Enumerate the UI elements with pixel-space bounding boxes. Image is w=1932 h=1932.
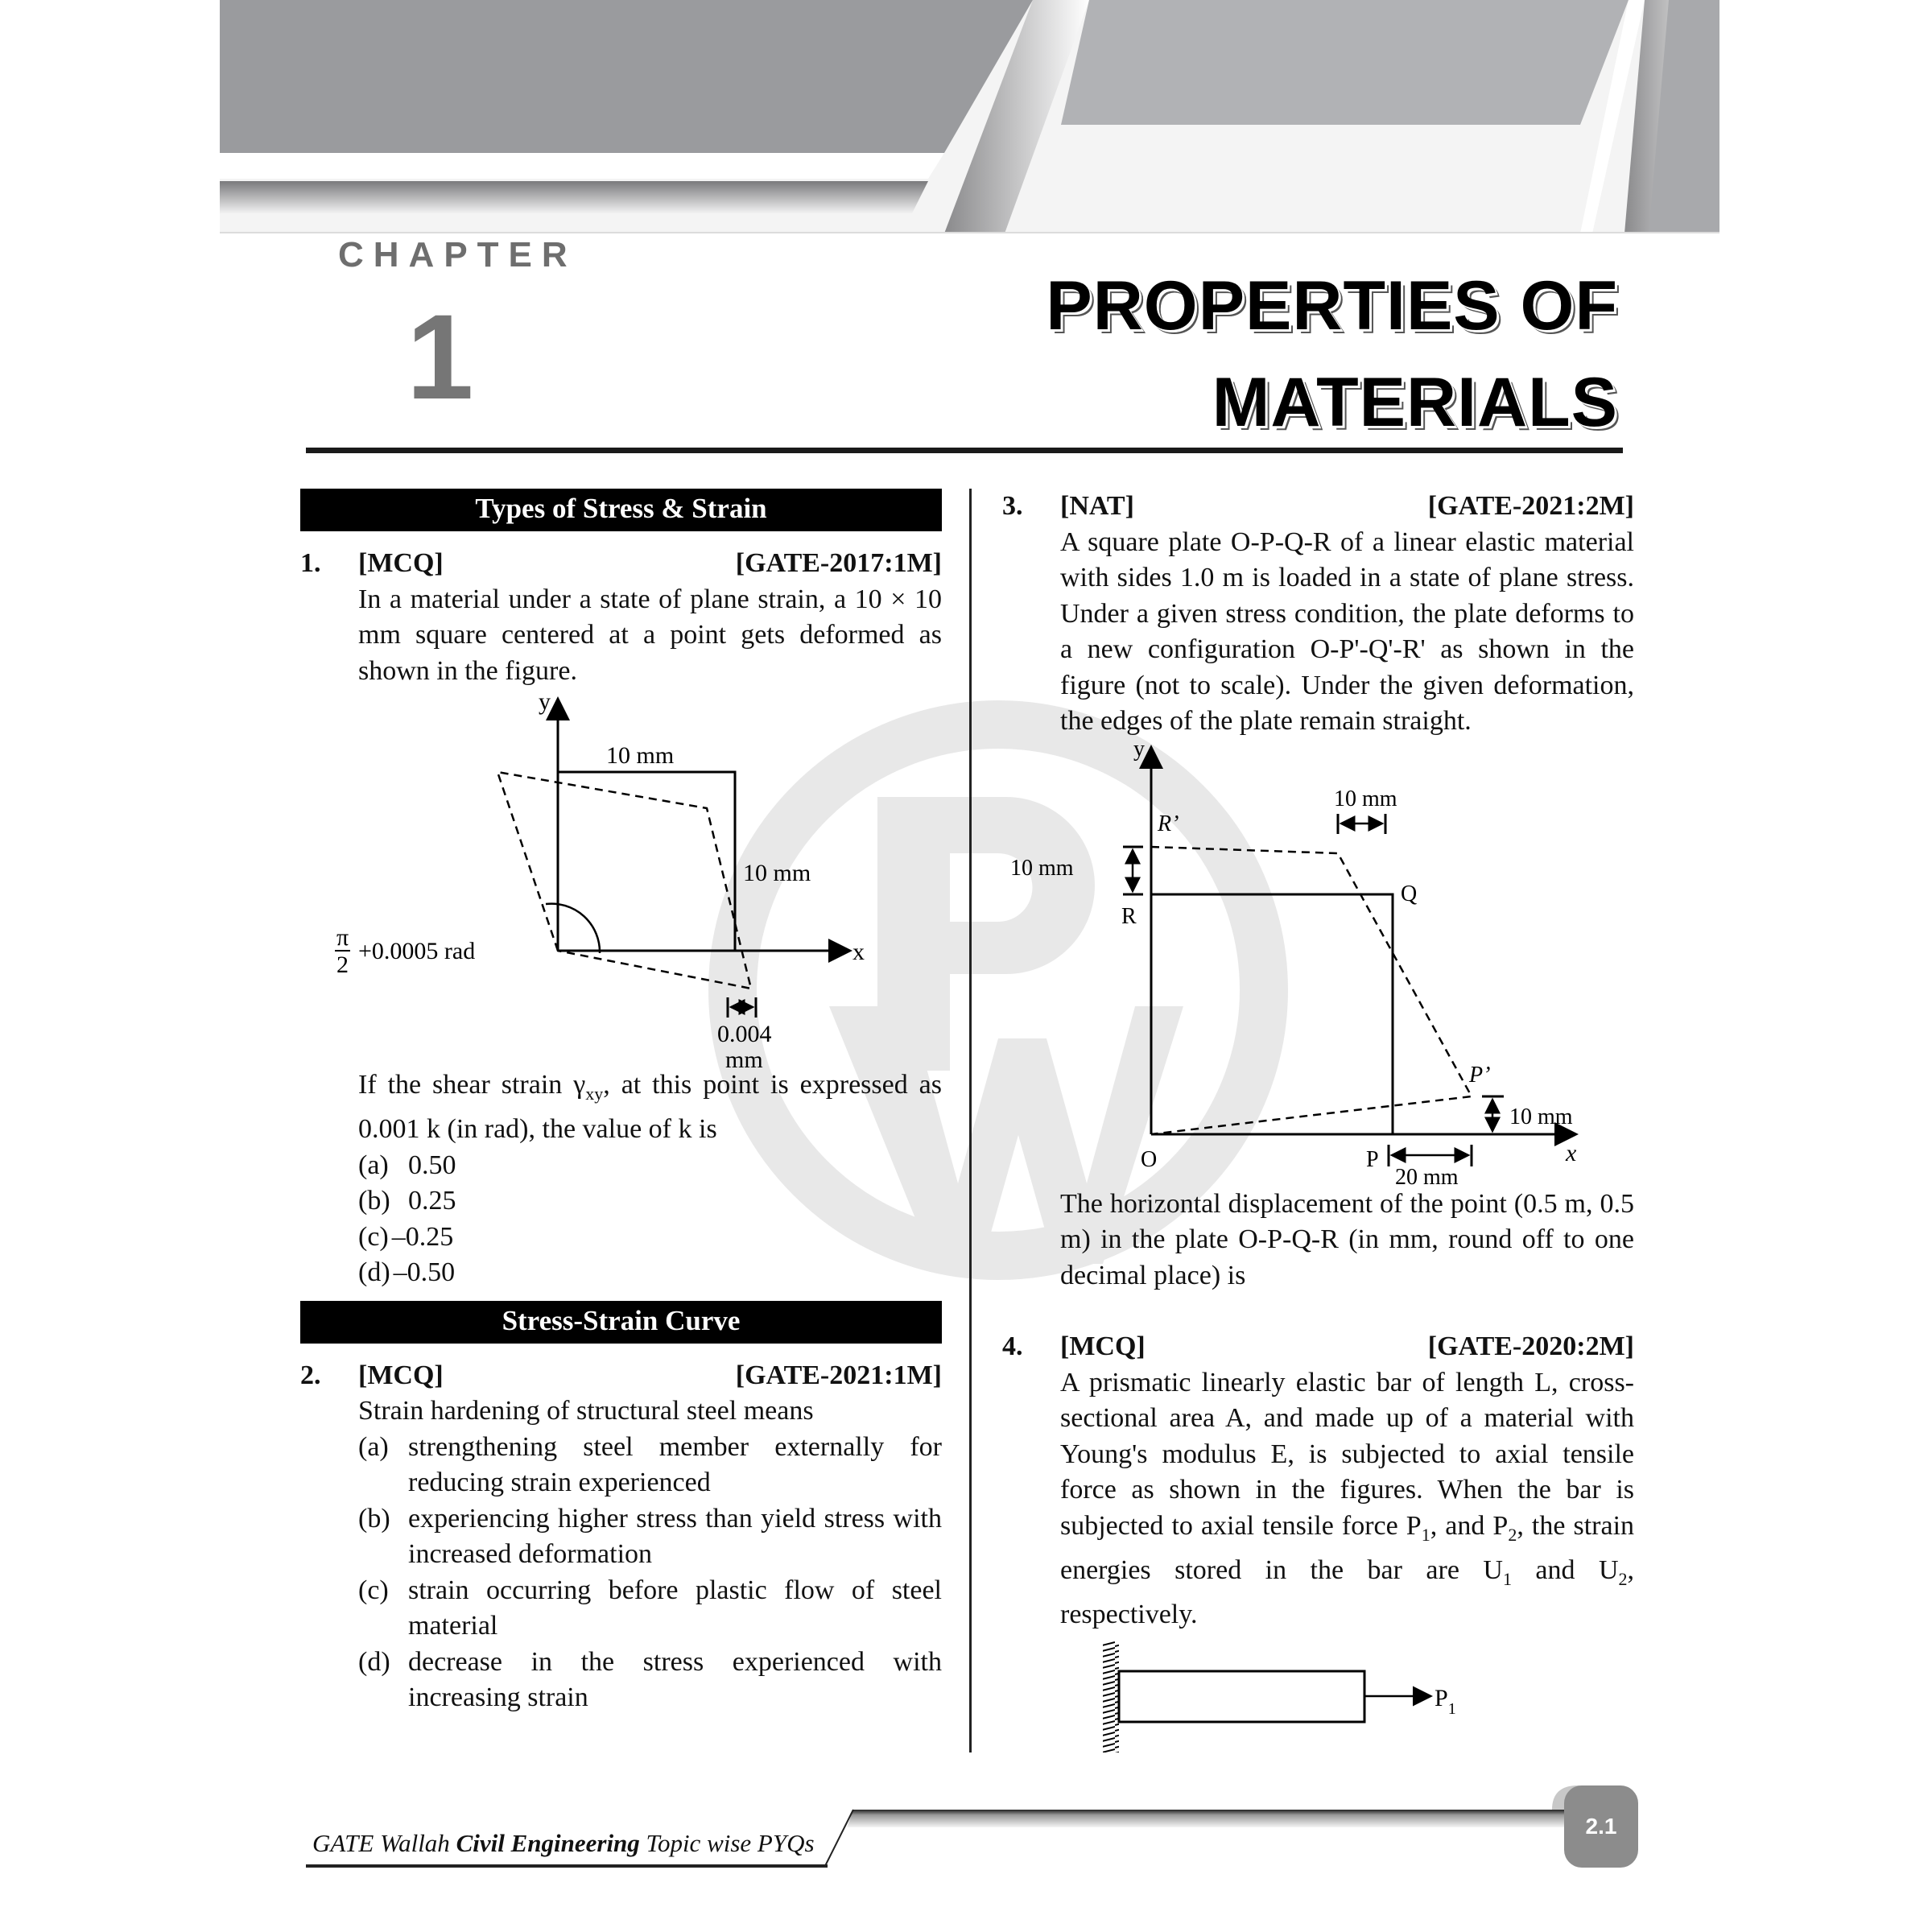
option-d[interactable]: (d) decrease in the stress experienced with increasing strain: [358, 1646, 942, 1713]
left-column: [300, 489, 942, 1716]
question-header: [300, 1358, 942, 1394]
question-header: [1002, 489, 1634, 525]
q1-deformation-figure: [300, 689, 942, 1067]
q1-top-dimension: 10 mm: [606, 742, 675, 769]
option-a[interactable]: (a) 0.50: [358, 1150, 456, 1180]
question-type: [NAT]: [1060, 491, 1134, 521]
chapter-title: [1046, 258, 1618, 451]
question-stem: A prismatic linearly elastic bar of length L, cross-sectional area A, and made up of a material with Young's modulus E, is subjected to axial tensile force as shown in the figures. When the bar is subjected to axial tensile force $P_1$, and $P_2$, the strain energies stored in the bar are $U_1$ and $U_2$, respectively.: [1060, 1367, 1635, 1630]
question-type: [MCQ]: [358, 548, 444, 578]
q4-bar-figure: [1002, 1641, 1634, 1754]
q3-plate-deformation-figure: [1002, 740, 1634, 1187]
question-4: [1002, 1329, 1634, 1754]
q1-angle-pi: π: [336, 924, 349, 951]
question-3: [1002, 489, 1634, 1294]
q1-angle-2: 2: [336, 952, 349, 978]
question-tag: [GATE-2020:2M]: [1427, 1331, 1634, 1361]
q4-force-label: $P_1$: [1435, 1684, 1456, 1718]
q1-disp-unit: mm: [725, 1046, 763, 1067]
option-c[interactable]: (c) strain occurring before plastic flow of steel material: [358, 1575, 942, 1641]
q3-label-Q: Q: [1401, 881, 1418, 906]
question-number: 4.: [1002, 1331, 1023, 1361]
q1-disp-value: 0.004: [717, 1021, 772, 1047]
q3-label-R-prime: R’: [1158, 811, 1179, 836]
q1-y-axis-label: y: [539, 689, 551, 715]
question-type: [MCQ]: [358, 1360, 444, 1390]
section-header-types-of-stress: Types of Stress & Strain: [300, 489, 942, 531]
question-stem-2: If the shear strain $\gamma_{xy}$, at this point is expressed as 0.001 k (in rad), the value of k is: [358, 1070, 942, 1145]
question-number: 2.: [300, 1360, 321, 1390]
q3-x-axis-label: x: [1566, 1139, 1577, 1166]
q3-dim-top: 10 mm: [1334, 786, 1397, 811]
question-header: [300, 546, 942, 582]
option-c[interactable]: (c) –0.25: [358, 1221, 454, 1252]
section-header-stress-strain-curve: Stress-Strain Curve: [300, 1301, 942, 1344]
q3-y-axis-label: y: [1133, 739, 1145, 762]
option-b[interactable]: (b) experiencing higher stress than yield stress with increased deformation: [358, 1503, 942, 1570]
option-d[interactable]: (d) –0.50: [358, 1257, 456, 1288]
question-number: 3.: [1002, 491, 1023, 521]
chapter-label: CHAPTER: [338, 235, 577, 275]
page-number-badge: 2.1: [1564, 1785, 1638, 1868]
question-2: [300, 1358, 942, 1716]
q3-label-P: P: [1366, 1146, 1379, 1172]
chapter-number: 1: [407, 289, 474, 424]
q1-side-dimension: 10 mm: [743, 860, 811, 886]
chapter-rule: [306, 448, 1623, 453]
option-a[interactable]: (a) strengthening steel member externally for reducing strain experienced: [358, 1431, 942, 1498]
fixed-support-hatch: [1103, 1641, 1119, 1752]
header-banner: [220, 0, 1719, 233]
q3-label-R: R: [1121, 903, 1137, 929]
bar: [1119, 1671, 1364, 1722]
q3-label-O: O: [1141, 1146, 1158, 1172]
chapter-title-line2: MATERIALS: [1212, 364, 1618, 441]
q3-dim-bottom: 20 mm: [1395, 1164, 1459, 1187]
q1-angle-label: +0.0005 rad: [358, 938, 476, 964]
question-stem: In a material under a state of plane strain, a 10 × 10 mm square centered at a point gets deformed as shown in the figure.: [358, 584, 942, 686]
column-divider: [969, 489, 972, 1752]
question-tag: [GATE-2017:1M]: [735, 548, 942, 578]
question-prompt: The horizontal displacement of the point (0.5 m, 0.5 m) in the plate O-P-Q-R (in mm, round off to one decimal place) is: [1060, 1188, 1634, 1290]
q3-label-P-prime: P’: [1469, 1062, 1491, 1088]
question-type: [MCQ]: [1060, 1331, 1146, 1361]
question-header: [1002, 1329, 1634, 1365]
footer-book-title: GATE Wallah Civil Engineering Topic wise PYQs: [312, 1829, 815, 1857]
question-tag: [GATE-2021:2M]: [1427, 491, 1634, 521]
q3-dim-left: 10 mm: [1010, 855, 1074, 881]
q3-dim-right: 10 mm: [1509, 1104, 1573, 1129]
question-stem: Strain hardening of structural steel means: [358, 1396, 814, 1426]
question-stem: A square plate O-P-Q-R of a linear elastic material with sides 1.0 m is loaded in a state of plane stress. Under a given stress condition, the plate deforms to a new configuration O-P'-Q'-R' as shown in the figure (not to scale). Under the given deformation, the edges of the plate remain straight.: [1060, 526, 1634, 736]
chapter-title-line1: PROPERTIES OF: [1046, 267, 1618, 345]
question-tag: [GATE-2021:1M]: [735, 1360, 942, 1390]
q1-x-axis-label: x: [852, 939, 865, 965]
option-b[interactable]: (b) 0.25: [358, 1186, 456, 1216]
question-1: [300, 546, 942, 1291]
right-column: [1002, 489, 1634, 1754]
question-number: 1.: [300, 548, 321, 578]
